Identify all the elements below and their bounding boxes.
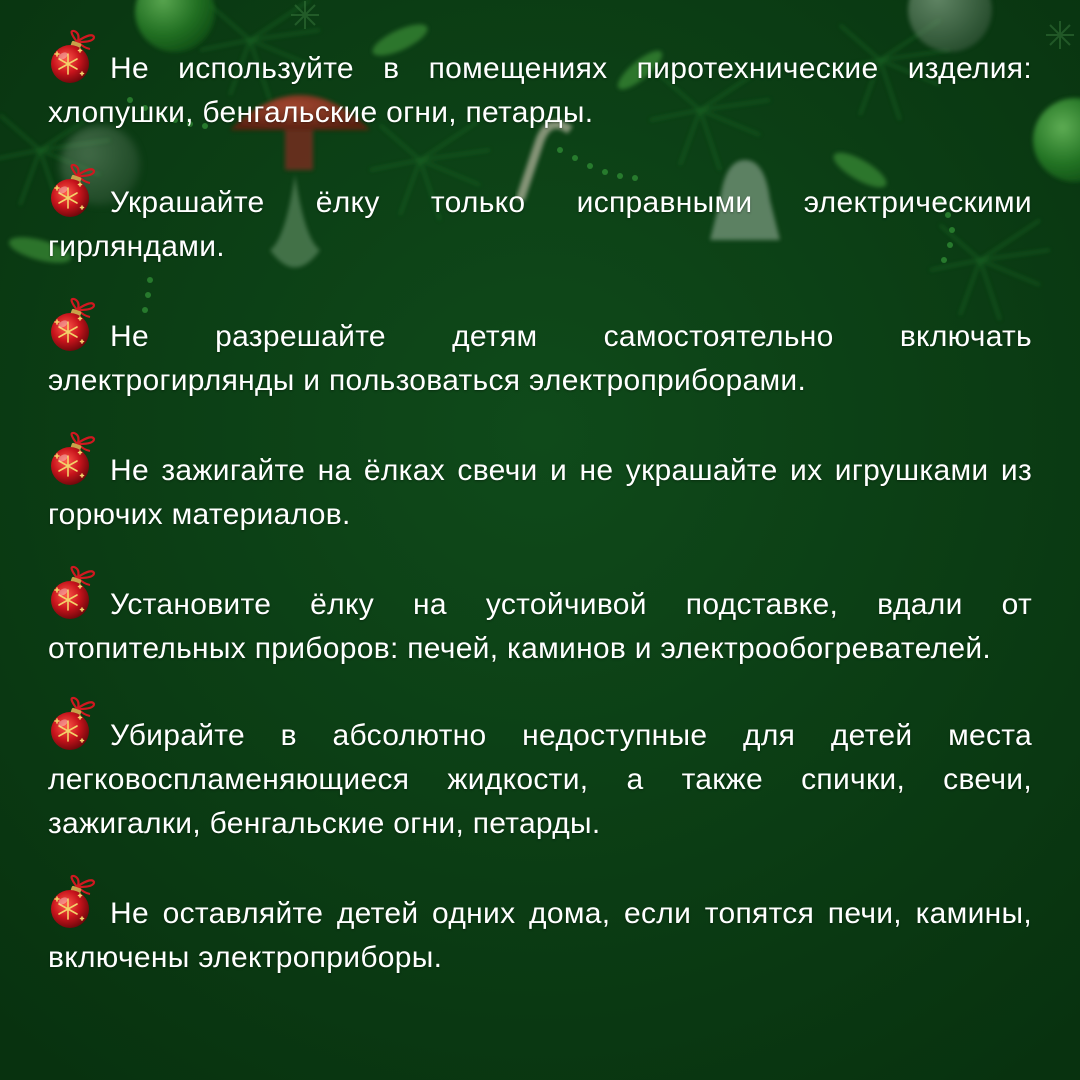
christmas-ornament-icon: [48, 580, 100, 624]
christmas-ornament-icon: [48, 312, 100, 356]
rule-text: Не оставляйте детей одних дома, если топятся печи, камины, включены электроприборы.: [48, 897, 1032, 974]
rule-item: [48, 44, 1032, 135]
christmas-ornament-icon: [48, 44, 100, 88]
christmas-ornament-icon: [48, 889, 100, 933]
rule-text: Не зажигайте на ёлках свечи и не украшайте их игрушками из горючих материалов.: [48, 454, 1032, 531]
christmas-ornament-icon: [48, 178, 100, 222]
rule-item: [48, 178, 1032, 269]
rule-text: Не разрешайте детям самостоятельно включать электрогирлянды и пользоваться электроприборами.: [48, 320, 1032, 397]
rule-text: Установите ёлку на устойчивой подставке, вдали от отопительных приборов: печей, каминов и электрообогревателей.: [48, 588, 1032, 665]
rule-item: [48, 312, 1032, 403]
christmas-ornament-icon: [48, 446, 100, 490]
rule-item: [48, 446, 1032, 537]
rule-item: [48, 580, 1032, 671]
rule-item: [48, 711, 1032, 846]
fire-safety-rules-list: [48, 44, 1032, 1023]
rule-text: Украшайте ёлку только исправными электрическими гирляндами.: [48, 186, 1032, 263]
rule-text: Не используйте в помещениях пиротехнические изделия: хлопушки, бенгальские огни, петарды.: [48, 52, 1032, 129]
rule-text: Убирайте в абсолютно недоступные для детей места легковоспламеняющиеся жидкости, а также спички, свечи, зажигалки, бенгальские огни, петарды.: [48, 719, 1032, 840]
rule-item: [48, 889, 1032, 980]
christmas-ornament-icon: [48, 711, 100, 755]
